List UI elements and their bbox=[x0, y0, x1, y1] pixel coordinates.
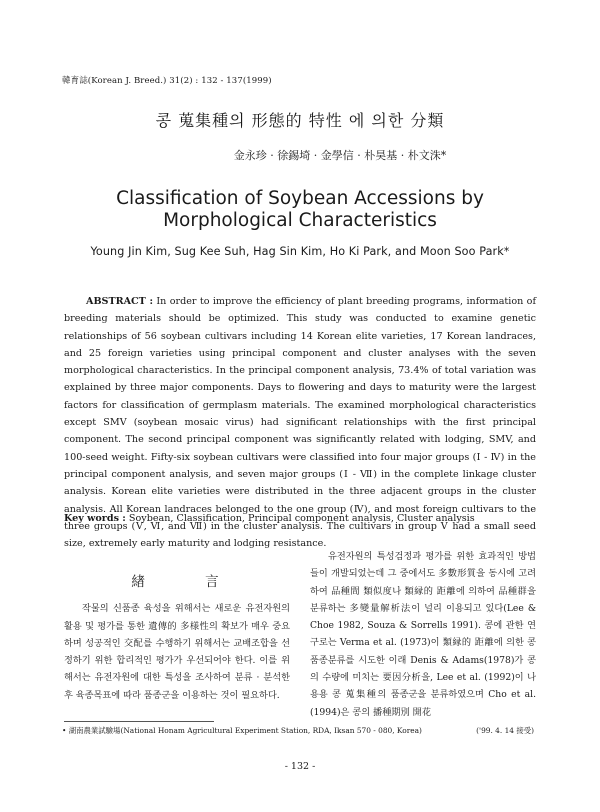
keywords bbox=[64, 513, 536, 524]
title-english-line1: Classification of Soybean Accessions by bbox=[116, 188, 484, 209]
title-english bbox=[0, 188, 600, 232]
keywords-label: Key words : bbox=[64, 513, 126, 524]
keywords-text: Soybean, Classification, Principal component analysis, Cluster analysis bbox=[128, 513, 475, 524]
authors-english: Young Jin Kim, Sug Kee Suh, Hag Sin Kim, Ho Ki Park, and Moon Soo Park* bbox=[90, 245, 510, 258]
left-column bbox=[64, 548, 290, 704]
footnote-divider bbox=[64, 721, 214, 722]
journal-reference: 韓育誌(Korean J. Breed.) 31(2) : 132 - 137(1999) bbox=[62, 76, 272, 86]
abstract-text: In order to improve the efficiency of plant breeding programs, information of breeding materials should be optimized. This study was conducted to examine genetic relationships of 56 soybean cultivars including 14 Korean elite varieties, 17 Korean landraces, and 25 foreign varieties using principal component and cluster analyses with the seven morphological characteristics. In the principal component analysis, 73.4% of total variation was explained by three major components. Days to flowering and days to maturity were the largest factors for classification of germplasm materials. The examined morphological characteristics except SMV (soybean mosaic virus) had significant relationships with the first principal component. The second principal component was significantly related with lodging, SMV, and 100-seed weight. Fifty-six soybean cultivars were classified into four major groups (Ⅰ - Ⅳ) in the principal component analysis, and seven major groups (Ⅰ - Ⅶ) in the complete linkage cluster analysis. Korean elite varieties were distributed in the three adjacent groups in the cluster analysis. All Korean landraces belonged to the one group (Ⅳ), and most foreign cultivars to the three groups (Ⅴ, Ⅵ, and Ⅶ) in the cluster analysis. The cultivars in group Ⅴ had a small seed size, extremely early maturity and lodging resistance. bbox=[64, 296, 536, 550]
section-heading-introduction: 緖 言 bbox=[131, 574, 247, 590]
footnote-affiliation: • 湖南農業試驗場(National Honam Agricultural Experiment Station, RDA, Iksan 570 - 080, Korea) bbox=[62, 726, 422, 735]
abstract-label: ABSTRACT : bbox=[86, 296, 154, 307]
page-number: - 132 - bbox=[284, 761, 316, 772]
authors-korean: 金永珍 · 徐錫埼 · 金學信 · 朴昊基 · 朴文洙* bbox=[233, 149, 447, 162]
right-column bbox=[310, 548, 536, 721]
left-column-text: 작물의 신품종 육성을 위해서는 새로운 유전자원의 활용 및 평가를 통한 遺傳的 多様性의 확보가 매우 중요하며 성공적인 交配를 수행하기 위해서는 교배조합을 선정하기 위한 합리적인 평가가 우선되어야 한다. 이를 위해서는 유전자원에 대한 특성을 조사하여 분류 · 분석한 후 육종목표에 따라 품종군을 이용하는 것이 필요하다. bbox=[64, 603, 290, 701]
received-date: ('99. 4. 14 接受) bbox=[476, 726, 534, 735]
title-english-line2: Morphological Characteristics bbox=[163, 210, 437, 231]
right-column-text: 유전자원의 특성검정과 평가를 위한 효과적인 방법들이 개발되었는데 그 중에서도 多數形質을 동시에 고려하여 品種間 類似度나 類縁的 距離에 의하여 品種群을 분류하는 多變量解析法이 널리 이용되고 있다(Lee & Choe 1982, Souza & Sorrells 1991). 콩에 관한 연구로는 Verma et al. (1973)이 類縁的 距離에 의한 콩 품종분류를 시도한 이래 Denis & Adams(1978)가 콩의 수량에 미치는 要因分析을, Lee et al. (1992)이 나용용 콩 蒐集種의 품종군을 분류하였으며 Cho et al. (1994)은 콩의 播種期別 開花 bbox=[310, 551, 536, 718]
title-korean: 콩 蒐集種의 形態的 特性 에 의한 分類 bbox=[155, 111, 445, 130]
